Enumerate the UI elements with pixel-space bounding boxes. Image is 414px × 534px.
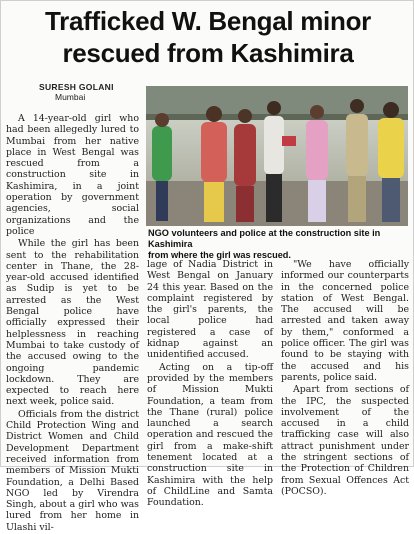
paragraph: Apart from sections of the IPC, the suspected involvement of the accused in a child trafficking case will also attract punishment under the stringent sections of the Protection of Children from Sexual Offences Act (POCSO).	[281, 384, 409, 497]
news-photo	[146, 86, 408, 226]
headline-line-2: rescued from Kashimira	[62, 38, 354, 68]
paragraph: "We have officially informed our counterparts in the concerned police station of West Bengal. The accused will be arrested and taken away by them," conformed a police officer. The girl was found to be staying with the accused and his parents, police said.	[281, 259, 409, 383]
paragraph: Officials from the district Child Protection Wing and District Women and Child Development Department received information from members of Mission Mukti Foundation, a Delhi Based NGO led by Virendra Singh, about a girl who was lured from her home in Ulashi vil-	[6, 408, 139, 533]
photo-caption	[148, 228, 410, 261]
caption-line-1: NGO volunteers and police at the construction site in Kashimira	[148, 228, 381, 249]
byline	[39, 82, 114, 102]
byline-author: SURESH GOLANI	[39, 82, 114, 92]
paragraph: Acting on a tip-off provided by the members of Mission Mukti Foundation, a team from the Thane (rural) police launched a search operation and rescued the girl from a make-shift tenement located at a construction site in Kashimira with the help of ChildLine and Samta Foundation.	[147, 361, 273, 509]
caption-line-2: from where the girl was rescued.	[148, 250, 291, 260]
paragraph: While the girl has been sent to the rehabilitation center in Thane, the 28-year-old accused identified as Sudip is yet to be arrested as the West Bengal police have officially expressed their helplessness in reaching Mumbai to take custody of the accused owing to the ongoing pandemic lockdown. They are expected to reach here next week, police said.	[6, 238, 139, 408]
photo-illustration	[146, 86, 408, 226]
article-column-2	[147, 259, 273, 510]
article-column-3	[281, 259, 409, 498]
headline	[1, 5, 414, 69]
article-column-1	[6, 113, 139, 534]
byline-place: Mumbai	[55, 92, 86, 102]
paragraph: lage of Nadia District in West Bengal on January 24 this year. Based on the complaint registered by the girl's parents, the local police had registered a case of kidnap against an unidentified accused.	[147, 259, 273, 361]
paragraph: A 14-year-old girl who had been allegedly lured to Mumbai from her native place in West Bengal was rescued from a construction site in Kashimira, in a joint operation by government agencies, social organizations and the police	[6, 113, 139, 237]
headline-line-1: Trafficked W. Bengal minor	[45, 6, 371, 36]
